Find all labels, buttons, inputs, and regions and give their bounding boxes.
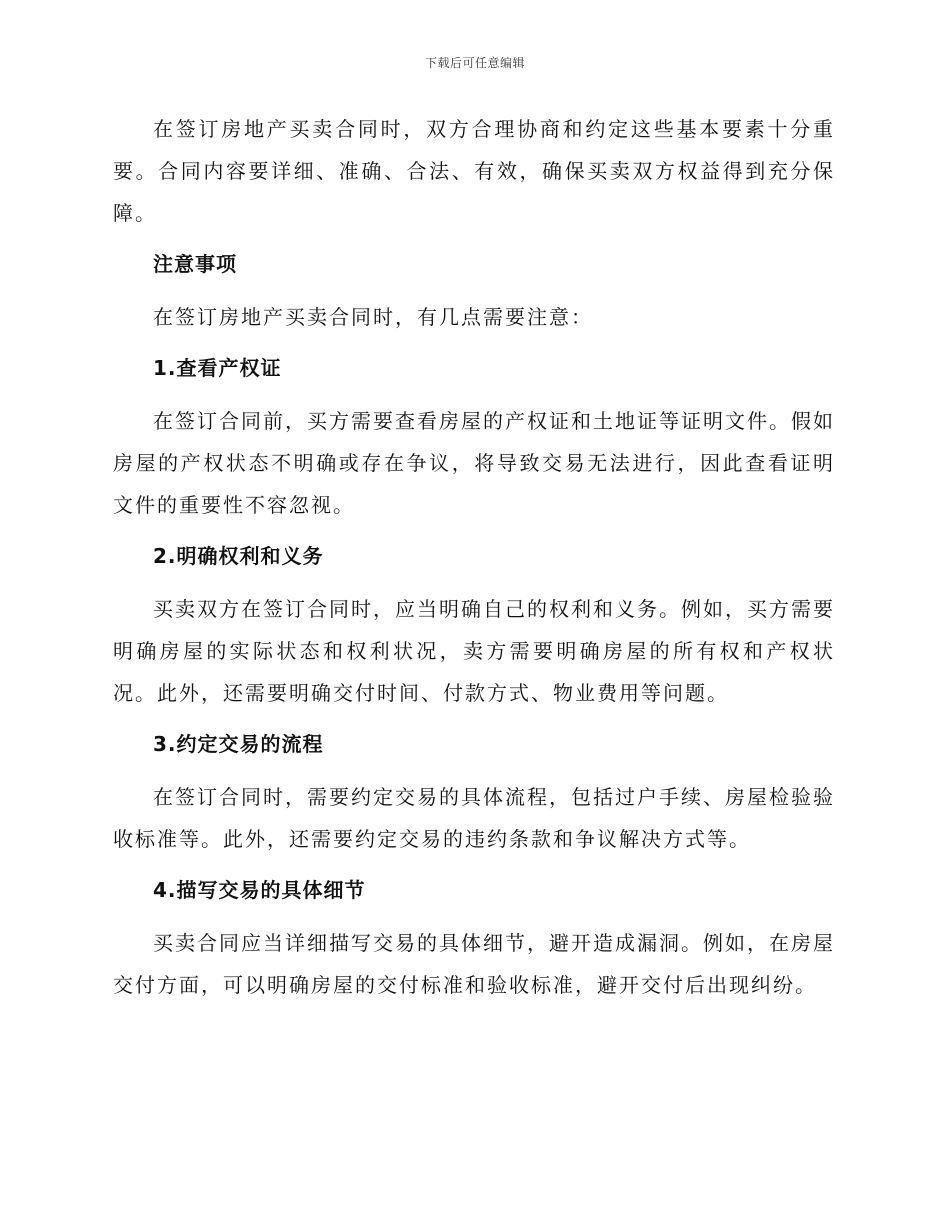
section-heading-1: 1.查看产权证 [153, 356, 282, 380]
section-heading-3: 3.约定交易的流程 [153, 732, 324, 756]
section-4-paragraph: 买卖合同应当详细描写交易的具体细节，避开造成漏洞。例如，在房屋交付方面，可以明确房屋的交付标准和验收标准，避开交付后出现纠纷。 [113, 931, 835, 997]
section-1-paragraph: 在签订合同前，买方需要查看房屋的产权证和土地证等证明文件。假如房屋的产权状态不明确或存在争议，将导致交易无法进行，因此查看证明文件的重要性不容忽视。 [113, 409, 835, 517]
section-heading-2: 2.明确权利和义务 [153, 544, 324, 568]
section-2-paragraph: 买卖双方在签订合同时，应当明确自己的权利和义务。例如，买方需要明确房屋的实际状态和权利状况，卖方需要明确房屋的所有权和产权状况。此外，还需要明确交付时间、付款方式、物业费用等问题。 [113, 597, 835, 705]
notes-intro-paragraph: 在签订房地产买卖合同时，有几点需要注意： [153, 305, 593, 329]
section-heading-4: 4.描写交易的具体细节 [153, 878, 366, 902]
intro-paragraph: 在签订房地产买卖合同时，双方合理协商和约定这些基本要素十分重要。合同内容要详细、准确、合法、有效，确保买卖双方权益得到充分保障。 [113, 117, 835, 225]
section-3-paragraph: 在签订合同时，需要约定交易的具体流程，包括过户手续、房屋检验验收标准等。此外，还需要约定交易的违约条款和争议解决方式等。 [113, 785, 835, 851]
document-body [113, 108, 835, 1016]
section-heading-notes: 注意事项 [153, 252, 237, 276]
page-header: 下载后可任意编辑 [424, 56, 525, 70]
